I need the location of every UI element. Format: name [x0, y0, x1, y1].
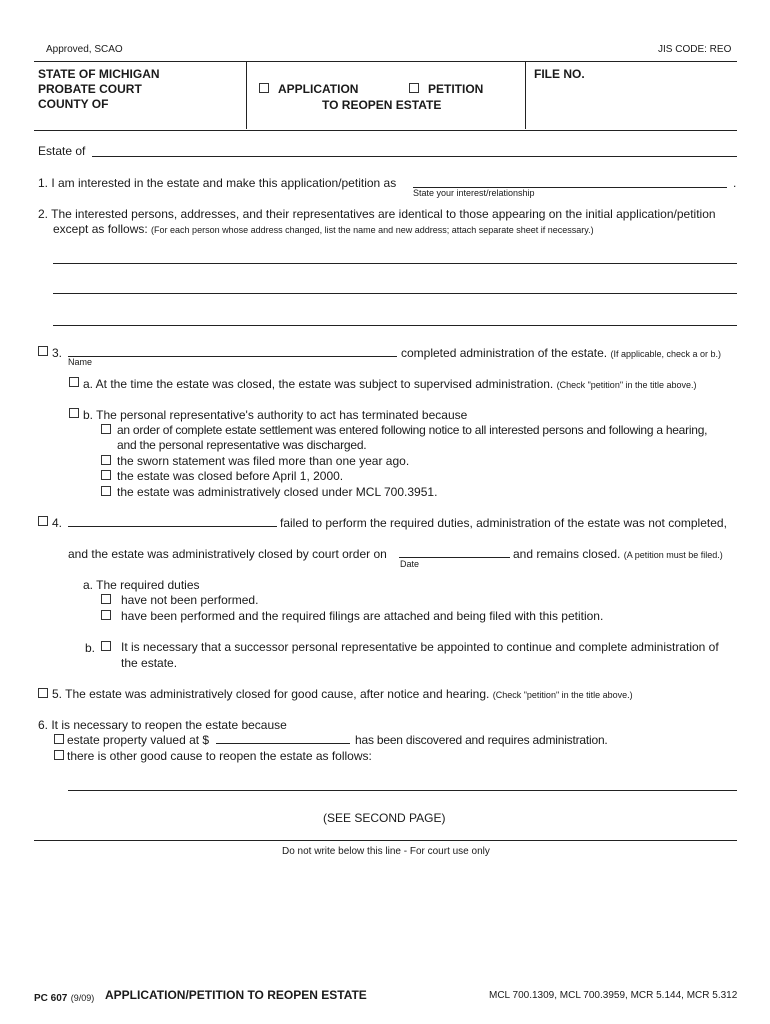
item3-name-field[interactable] [68, 356, 397, 357]
item1-text: 1. I am interested in the estate and make this application/petition as [38, 176, 397, 190]
item4b-line2: the estate. [121, 656, 178, 670]
item3b1-line2: and the personal representative was discharged. [117, 438, 367, 452]
footer-form-id: PC 607 (9/09) [34, 993, 95, 1004]
item4b-checkbox[interactable] [101, 641, 111, 651]
item3a-checkbox[interactable] [69, 377, 79, 387]
item2-line2: except as follows: (For each person whose address changed, list the name and new address; attach separate sheet if necessary.) [53, 222, 594, 236]
item3b2-checkbox[interactable] [101, 455, 111, 465]
item4-date-field[interactable] [399, 557, 510, 558]
item4-text1: failed to perform the required duties, administration of the estate was not completed, [280, 516, 727, 530]
state-name: STATE OF MICHIGAN [38, 67, 160, 81]
item3-name-caption: Name [68, 357, 93, 367]
item6-opt1-text: estate property valued at $ [67, 733, 210, 747]
item2-entry-line[interactable] [53, 325, 737, 326]
estate-name-field[interactable] [92, 156, 737, 157]
form-subtitle: TO REOPEN ESTATE [322, 98, 442, 112]
item3b4-checkbox[interactable] [101, 486, 111, 496]
interest-caption: State your interest/relationship [413, 188, 535, 198]
estate-of-label: Estate of [38, 144, 86, 158]
jis-code: JIS CODE: REO [658, 44, 732, 55]
item2-line1: 2. The interested persons, addresses, and their representatives are identical to those appearing on the initial application/petition [38, 207, 716, 221]
item3b1-checkbox[interactable] [101, 424, 111, 434]
file-no-label: FILE NO. [534, 67, 585, 81]
item4-name-field[interactable] [68, 526, 277, 527]
petition-label: PETITION [428, 82, 484, 96]
item3-text: completed administration of the estate. (If applicable, check a or b.) [401, 346, 722, 360]
item4-date-caption: Date [400, 559, 420, 569]
item4a1-text: have not been performed. [121, 593, 259, 607]
item6-entry-line[interactable] [68, 790, 737, 791]
item4a1-checkbox[interactable] [101, 594, 111, 604]
approved-label: Approved, SCAO [46, 44, 123, 55]
item6-text: 6. It is necessary to reopen the estate because [38, 718, 287, 732]
item4a-title: a. The required duties [83, 578, 200, 592]
item4b-line1: It is necessary that a successor personal representative be appointed to continue and complete administration of [121, 640, 719, 654]
footer-statutes: MCL 700.1309, MCL 700.3959, MCR 5.144, MCR 5.312 [489, 990, 738, 1001]
item3b3-text: the estate was closed before April 1, 2000. [117, 469, 344, 483]
item3b4-text: the estate was administratively closed under MCL 700.3951. [117, 485, 438, 499]
petition-checkbox[interactable] [409, 83, 419, 93]
court-use-label: Do not write below this line - For court use only [282, 846, 490, 857]
item5-text: 5. The estate was administratively closed for good cause, after notice and hearing. (Check "petition" in the title above.) [52, 687, 633, 701]
see-second-page: (SEE SECOND PAGE) [323, 811, 446, 825]
item3-checkbox[interactable] [38, 346, 48, 356]
item4a2-text: have been performed and the required filings are attached and being filed with this petition. [121, 609, 604, 623]
item6-opt1-text2: has been discovered and requires administration. [355, 733, 608, 747]
item6-opt1-checkbox[interactable] [54, 734, 64, 744]
item4-checkbox[interactable] [38, 516, 48, 526]
application-checkbox[interactable] [259, 83, 269, 93]
item3b2-text: the sworn statement was filed more than one year ago. [117, 454, 410, 468]
court-use-divider [34, 840, 737, 841]
item3b-text: b. The personal representative's authority to act has terminated because [83, 408, 468, 422]
item6-opt2-checkbox[interactable] [54, 750, 64, 760]
county-label: COUNTY OF [38, 97, 109, 111]
footer-title: APPLICATION/PETITION TO REOPEN ESTATE [105, 988, 367, 1002]
application-label: APPLICATION [278, 82, 359, 96]
item3b1-line1: an order of complete estate settlement was entered following notice to all interested persons and following a hearing, [117, 423, 708, 437]
item4a2-checkbox[interactable] [101, 610, 111, 620]
item3b-checkbox[interactable] [69, 408, 79, 418]
item5-checkbox[interactable] [38, 688, 48, 698]
item3a-text: a. At the time the estate was closed, the estate was subject to supervised administration. (Check "petition" in the title above.) [83, 377, 697, 391]
item2-entry-line[interactable] [53, 293, 737, 294]
property-value-field[interactable] [216, 743, 350, 744]
item4-text2: and the estate was administratively closed by court order on [68, 547, 387, 561]
court-name: PROBATE COURT [38, 82, 142, 96]
item4-text3: and remains closed. (A petition must be filed.) [513, 547, 723, 561]
item3b3-checkbox[interactable] [101, 470, 111, 480]
item6-opt2-text: there is other good cause to reopen the estate as follows: [67, 749, 372, 763]
item2-entry-line[interactable] [53, 263, 737, 264]
